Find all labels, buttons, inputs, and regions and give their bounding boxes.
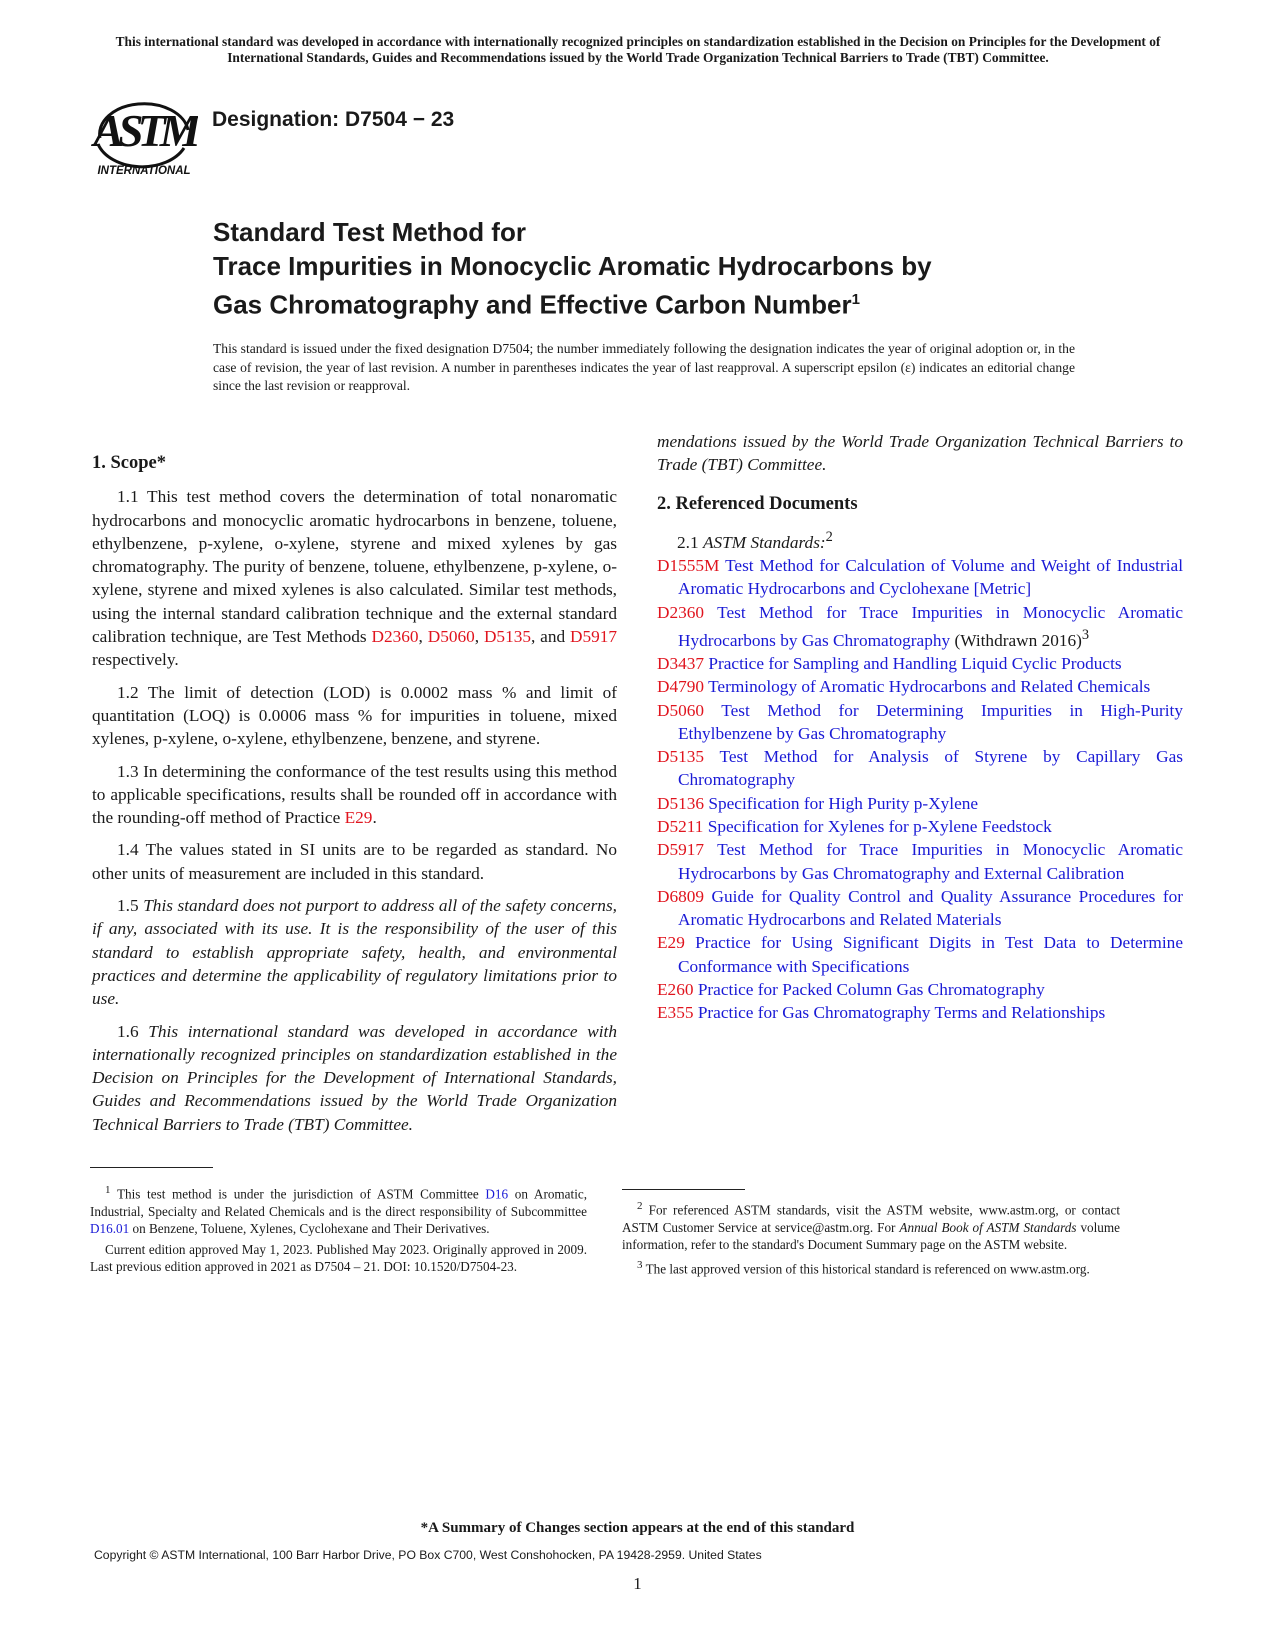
reference-title-link[interactable]: Practice for Sampling and Handling Liquid Cyclic Products (708, 653, 1122, 673)
reference-code-link[interactable]: E29 (657, 933, 685, 953)
reference-item (657, 1001, 1183, 1024)
document-title (213, 215, 1113, 322)
reference-title-link[interactable]: Specification for Xylenes for p-Xylene Feedstock (707, 816, 1052, 836)
right-column (657, 430, 1183, 1025)
reference-code-link[interactable]: D5136 (657, 793, 705, 813)
link-d5917[interactable]: D5917 (569, 627, 618, 647)
reference-item (657, 601, 1183, 652)
footnote-2: $^2$ For referenced ASTM standards, visit the ASTM website, www.astm.org, or contact ASTM Customer Service at service@astm.org. For Annual Book of ASTM Standards volume information, refer to the standard's Document Summary page on the ASTM website. (622, 1200, 1120, 1253)
reference-item (657, 554, 1183, 601)
reference-title-link[interactable]: Test Method for Calculation of Volume and Weight of Industrial Aromatic Hydrocarbons and Cyclohexane [Metric] (678, 555, 1183, 599)
title-line-3: Gas Chromatography and Effective Carbon Number (213, 289, 852, 320)
page-number: 1 (633, 1574, 642, 1593)
reference-title-link[interactable]: Practice for Using Significant Digits in Test Data to Determine Conformance with Specifications (678, 933, 1183, 976)
para-1-4: 1.4 The values stated in SI units are to be regarded as standard. No other units of measurement are included in this standard. (92, 840, 617, 883)
reference-item (657, 675, 1183, 698)
reference-title-link[interactable]: Practice for Gas Chromatography Terms and Relationships (697, 1003, 1106, 1023)
copyright-line: Copyright © ASTM International, 100 Barr Harbor Drive, PO Box C700, West Conshohocken, PA 19428-2959. United States (94, 1548, 762, 1562)
footnote-rule-right (622, 1189, 745, 1190)
left-column (92, 452, 617, 1145)
svg-text:ASTM: ASTM (93, 105, 195, 156)
reference-code-link[interactable]: D5917 (657, 840, 705, 860)
astm-logo (90, 86, 198, 178)
reference-item (657, 978, 1183, 1001)
footnotes-left (90, 1182, 587, 1279)
para-1-6: 1.6 This international standard was developed in accordance with internationally recognized principles on standardization established in the Decision on Principles for the Development of International Standards, Guides and Recommendations issued by the World Trade Organization Technical Barriers to Trade (TBT) Committee. (92, 1021, 617, 1134)
reference-footnote-mark: 3 (1081, 626, 1090, 643)
svg-text:INTERNATIONAL: INTERNATIONAL (97, 165, 191, 177)
reference-code-link[interactable]: E260 (657, 980, 694, 1000)
title-footnote-mark: 1 (851, 291, 860, 308)
summary-of-changes-note: *A Summary of Changes section appears at the end of this standard (420, 1520, 855, 1536)
para-1-2: 1.2 The limit of detection (LOD) is 0.0002 mass % and limit of quantitation (LOQ) is 0.0006 mass % for impurities in toluene, mixed xylenes, p-xylene, o-xylene, ethylbenzene, benzene, and styrene. (92, 682, 617, 749)
reference-code-link[interactable]: D5211 (657, 816, 704, 836)
title-line-2: Trace Impurities in Monocyclic Aromatic Hydrocarbons by (213, 251, 932, 281)
reference-code-link[interactable]: D5135 (657, 747, 705, 767)
reference-code-link[interactable]: D3437 (657, 653, 705, 673)
reference-title-link[interactable]: Test Method for Analysis of Styrene by Capillary Gas Chromatography (678, 747, 1183, 790)
reference-note: (Withdrawn 2016) (954, 630, 1082, 650)
footnote-1: $^1$ This test method is under the jurisdiction of ASTM Committee D16 on Aromatic, Industrial, Specialty and Related Chemicals and is the direct responsibility of Subcommittee D16.01 on Benzene, Toluene, Xylenes, Cyclohexane and Their Derivatives. (90, 1184, 588, 1237)
footnotes-right (622, 1198, 1120, 1281)
link-e29[interactable]: E29 (344, 808, 373, 828)
subsection-2-1: 2.1 ASTM Standards:$^2$ (677, 528, 833, 552)
reference-code-link[interactable]: D4790 (657, 677, 705, 697)
reference-code-link[interactable]: E355 (657, 1003, 694, 1023)
issued-note: This standard is issued under the fixed designation D7504; the number immediately following the designation indicates the year of original adoption or, in the case of revision, the year of last revision. A number in parentheses indicates the year of last reapproval. A superscript epsilon (ε) indicates an editorial change since the last revision or reapproval. (213, 341, 1075, 393)
reference-item (657, 815, 1183, 838)
reference-item (657, 745, 1183, 792)
link-d5060[interactable]: D5060 (427, 627, 475, 647)
reference-title-link[interactable]: Practice for Packed Column Gas Chromatography (697, 980, 1045, 1000)
top-notice: This international standard was developed in accordance with internationally recognized principles on standardization established in the Decision on Principles for the Development of International Standards, Guides and Recommendations issued by the World Trade Organization Technical Barriers to Trade (TBT) Committee. (115, 34, 1161, 65)
title-line-1: Standard Test Method for (213, 217, 526, 247)
para-1-5: 1.5 This standard does not purport to address all of the safety concerns, if any, associated with its use. It is the responsibility of the user of this standard to establish appropriate safety, health, and environmental practices and determine the applicability of regulatory limitations prior to use. (92, 896, 617, 1009)
link-d16-01[interactable]: D16.01 (90, 1221, 130, 1237)
para-1-3: 1.3 In determining the conformance of the test results using this method to applicable specifications, results shall be rounded off in accordance with the rounding-off method of Practice E29. (92, 761, 617, 828)
reference-title-link[interactable]: Test Method for Determining Impurities in High-Purity Ethylbenzene by Gas Chromatography (678, 700, 1183, 743)
footnote-3: $^3$ The last approved version of this historical standard is referenced on www.astm.org. (637, 1258, 1090, 1277)
para-1-6-continued: mendations issued by the World Trade Organization Technical Barriers to Trade (TBT) Committee. (657, 432, 1183, 475)
reference-item (657, 931, 1183, 978)
reference-item (657, 652, 1183, 675)
reference-item (657, 792, 1183, 815)
reference-title-link[interactable]: Test Method for Trace Impurities in Monocyclic Aromatic Hydrocarbons by Gas Chromatography and External Calibration (678, 840, 1183, 883)
footnote-1-edition: Current edition approved May 1, 2023. Published May 2023. Originally approved in 2009. Last previous edition approved in 2021 as D7504 – 21. DOI: 10.1520/D7504-23. (90, 1241, 587, 1275)
reference-code-link[interactable]: D1555M (657, 555, 720, 575)
link-d2360[interactable]: D2360 (371, 627, 419, 647)
para-1-1: 1.1 This test method covers the determination of total nonaromatic hydrocarbons and monocyclic aromatic hydrocarbons in benzene, toluene, ethylbenzene, p-xylene, o-xylene, styrene and mixed xylenes by gas chromatography. The purity of benzene, toluene, ethylbenzene, p-xylene, o-xylene, styrene and mixed xylenes is also calculated. Similar test methods, using the internal standard calibration technique and the external standard calibration technique, are Test Methods D2360, D5060, D5135, and D5917 respectively. (92, 487, 618, 670)
reference-code-link[interactable]: D5060 (657, 700, 705, 720)
reference-item (657, 885, 1183, 932)
reference-item (657, 699, 1183, 746)
reference-title-link[interactable]: Terminology of Aromatic Hydrocarbons and Related Chemicals (708, 677, 1151, 697)
reference-code-link[interactable]: D6809 (657, 886, 705, 906)
referenced-documents-list (657, 554, 1183, 1025)
section-1-heading: 1. Scope* (92, 453, 166, 473)
link-d5135[interactable]: D5135 (483, 627, 531, 647)
reference-title-link[interactable]: Guide for Quality Control and Quality Assurance Procedures for Aromatic Hydrocarbons and Related Materials (678, 886, 1183, 930)
designation: Designation: D7504 − 23 (212, 108, 455, 131)
reference-title-link[interactable]: Test Method for Trace Impurities in Monocyclic Aromatic Hydrocarbons by Gas Chromatography (678, 602, 1183, 650)
link-d16[interactable]: D16 (485, 1186, 509, 1202)
reference-code-link[interactable]: D2360 (657, 602, 705, 622)
reference-item (657, 838, 1183, 885)
section-2-heading: 2. Referenced Documents (657, 493, 858, 514)
footnote-rule-left (90, 1167, 213, 1168)
reference-title-link[interactable]: Specification for High Purity p-Xylene (708, 793, 979, 813)
